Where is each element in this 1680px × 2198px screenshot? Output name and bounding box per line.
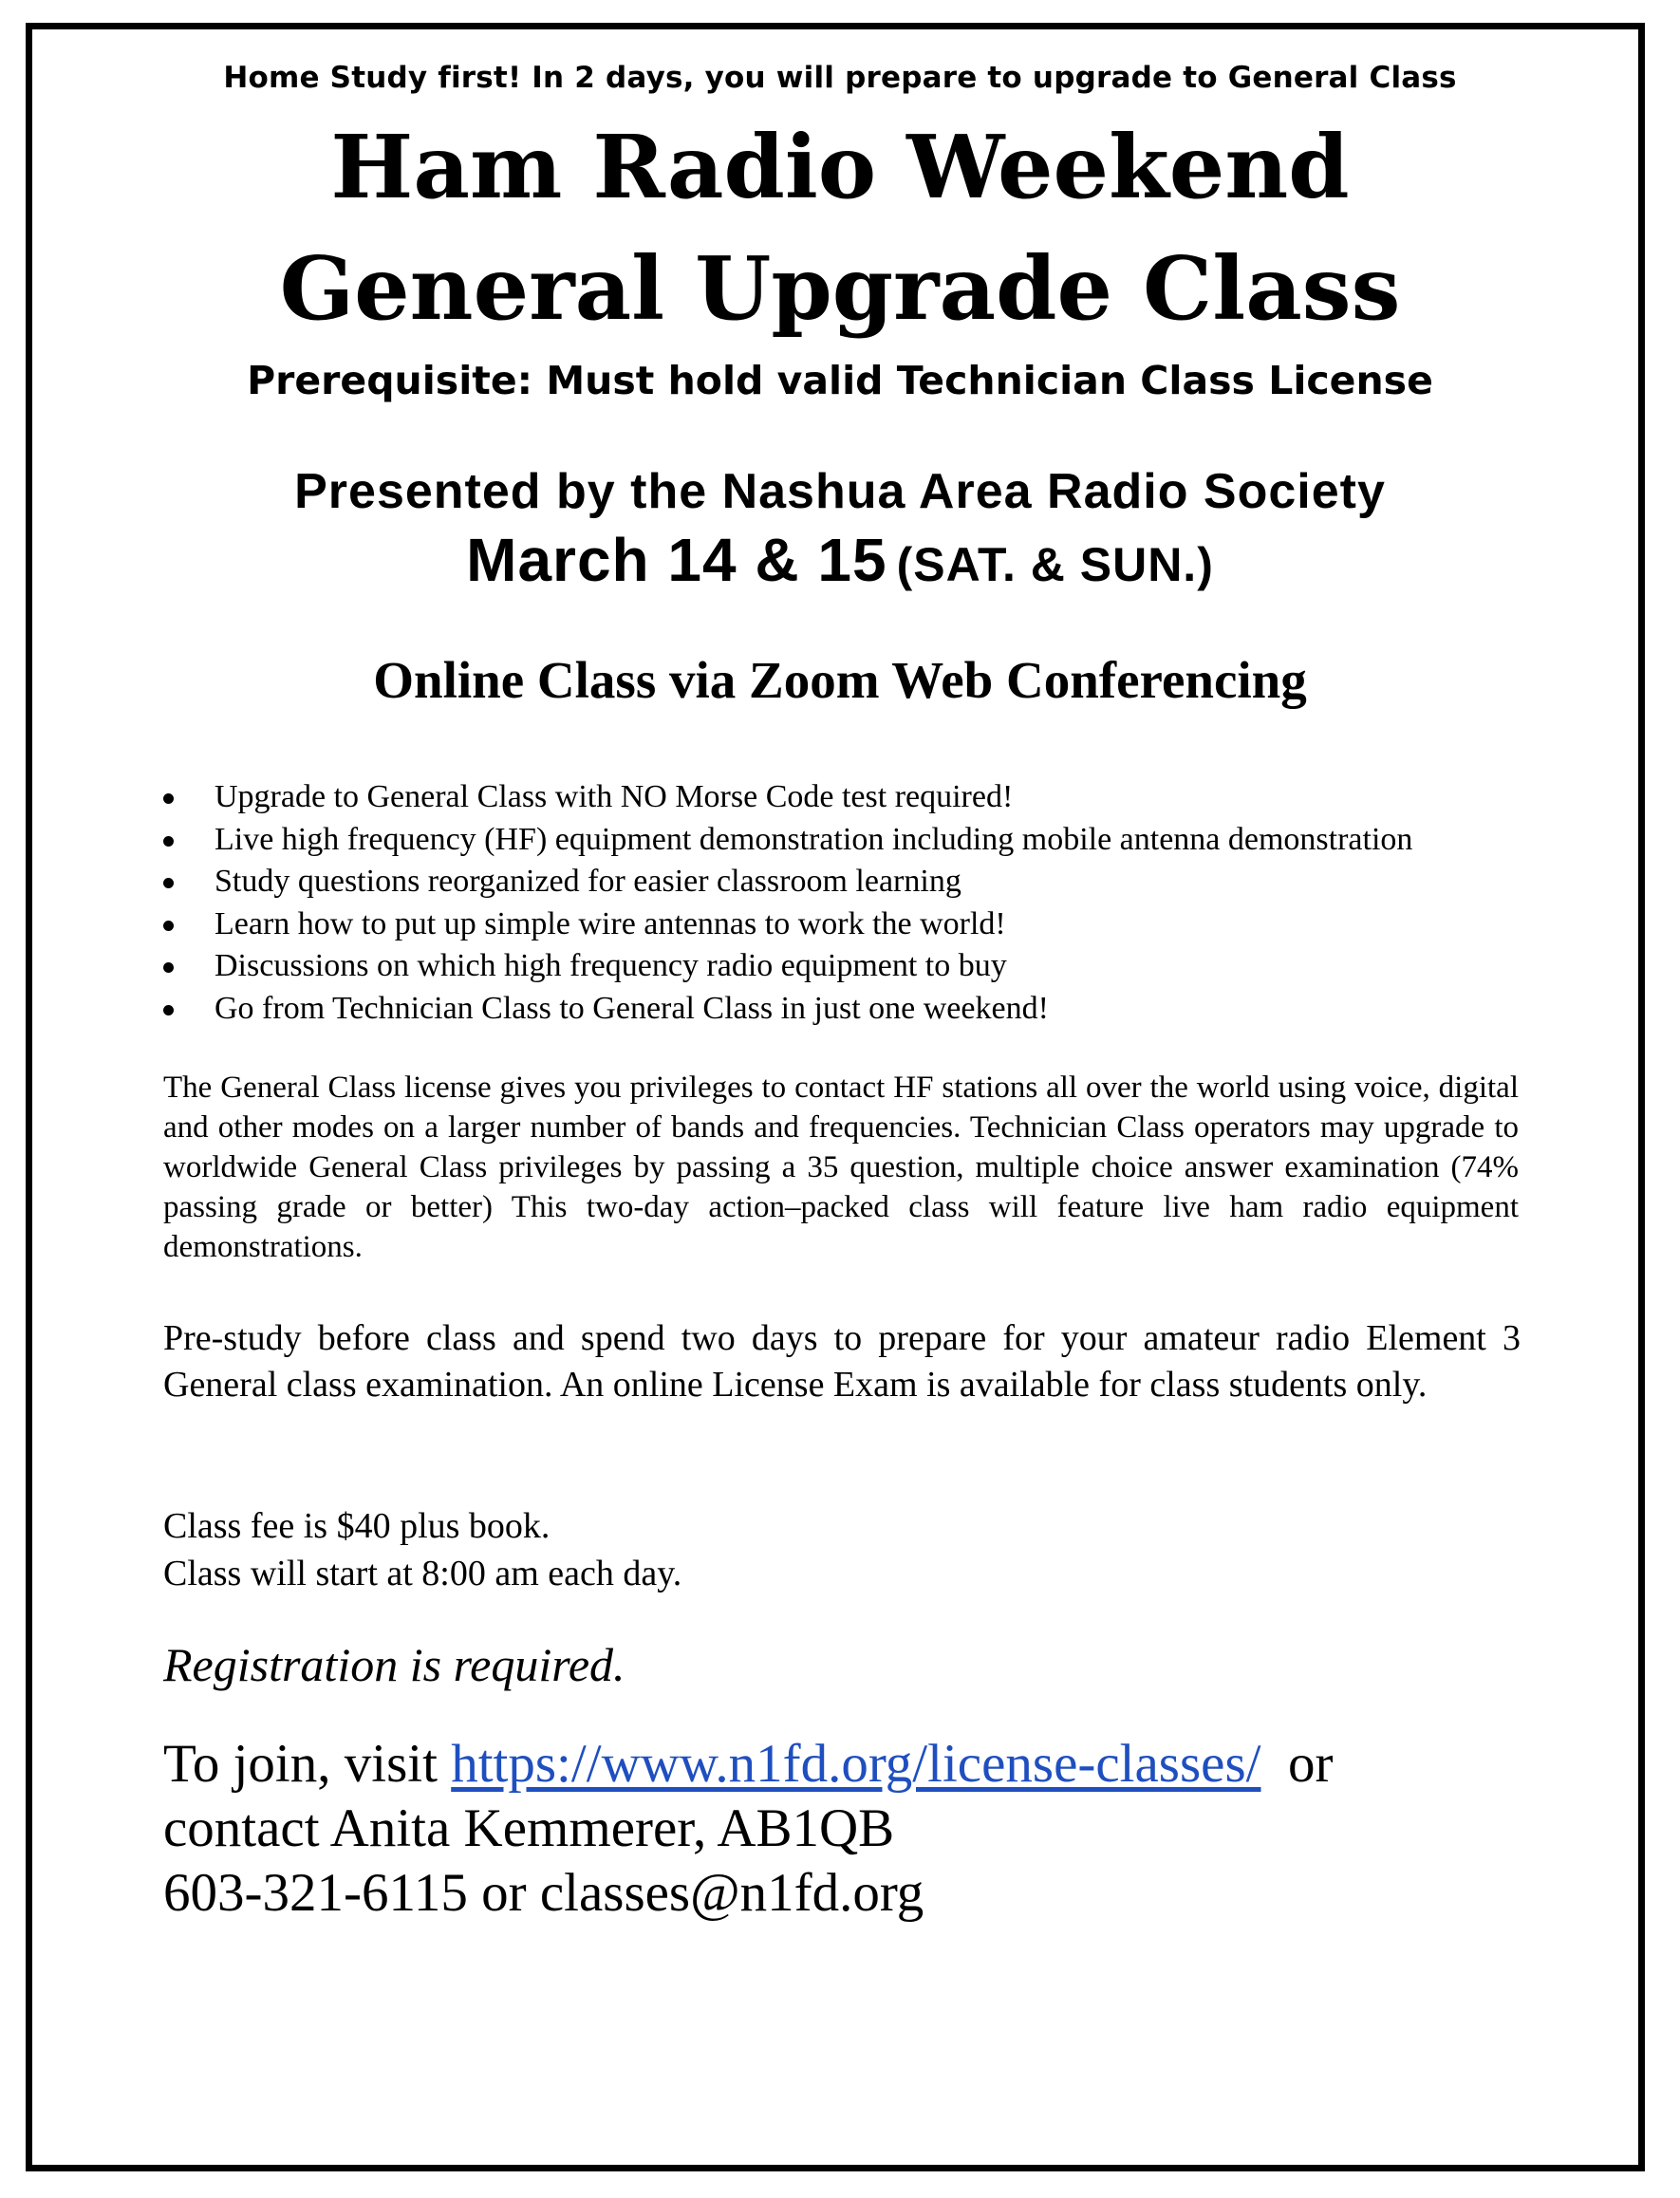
join-line [163, 1732, 1333, 1797]
list-item-text: Go from Technician Class to General Class in just one weekend! [215, 990, 1049, 1026]
list-item-text: Discussions on which high frequency radio equipment to buy [215, 948, 1007, 983]
contact-phone-email: 603-321-6115 or classes@n1fd.org [163, 1863, 924, 1923]
list-item [161, 988, 1412, 1031]
join-suffix: or [1287, 1734, 1334, 1794]
class-format: Online Class via Zoom Web Conferencing [373, 651, 1307, 709]
title-line-1: Ham Radio Weekend [330, 116, 1350, 218]
bullet-icon [163, 921, 174, 931]
bullet-icon [163, 878, 174, 888]
registration-note: Registration is required. [163, 1638, 625, 1691]
list-item-text: Study questions reorganized for easier classroom learning [215, 864, 961, 899]
start-time: Class will start at 8:00 am each day. [163, 1554, 682, 1593]
prerequisite-text: Prerequisite: Must hold valid Technician Class License [247, 358, 1433, 403]
list-item [161, 819, 1412, 862]
registration-link[interactable]: https://www.n1fd.org/license-classes/ [451, 1734, 1261, 1794]
prestudy-paragraph: Pre-study before class and spend two days to prepare for your amateur radio Element 3 General class examination. An online License Exam is available for class students only. [163, 1318, 1521, 1405]
contact-name: contact Anita Kemmerer, AB1QB [163, 1798, 895, 1858]
bullet-icon [163, 962, 174, 973]
list-item [161, 776, 1412, 819]
days-text: (SAT. & SUN.) [896, 538, 1214, 591]
join-prefix: To join, visit [163, 1734, 438, 1794]
bullet-icon [163, 836, 174, 847]
kicker-text: Home Study first! In 2 days, you will prepare to upgrade to General Class [223, 61, 1457, 95]
dates-text: March 14 & 15 [466, 526, 887, 594]
fee-info [163, 1502, 681, 1597]
list-item [161, 945, 1412, 988]
class-fee: Class fee is $40 plus book. [163, 1506, 551, 1546]
bullet-icon [163, 793, 174, 804]
list-item-text: Live high frequency (HF) equipment demonstration including mobile antenna demonstration [215, 821, 1413, 857]
presented-by-text: Presented by the Nashua Area Radio Society [294, 464, 1386, 519]
join-info [163, 1732, 1333, 1926]
list-item [161, 903, 1412, 946]
list-item-text: Learn how to put up simple wire antennas to work the world! [215, 905, 1006, 941]
title-line-2: General Upgrade Class [279, 237, 1401, 340]
bullet-icon [163, 1005, 174, 1015]
class-dates [0, 525, 1680, 595]
list-item-text: Upgrade to General Class with NO Morse Code test required! [215, 779, 1014, 814]
list-item [161, 861, 1412, 903]
license-description: The General Class license gives you privileges to contact HF stations all over the world using voice, digital and other modes on a larger number of bands and frequencies. Technician Class operators may upgrade to worldwide General Class privileges by passing a 35 question, multiple choice answer examination (74% passing grade or better) This two-day action–packed class will feature live ham radio equipment demonstrations. [163, 1071, 1519, 1264]
feature-list [161, 776, 1412, 1030]
